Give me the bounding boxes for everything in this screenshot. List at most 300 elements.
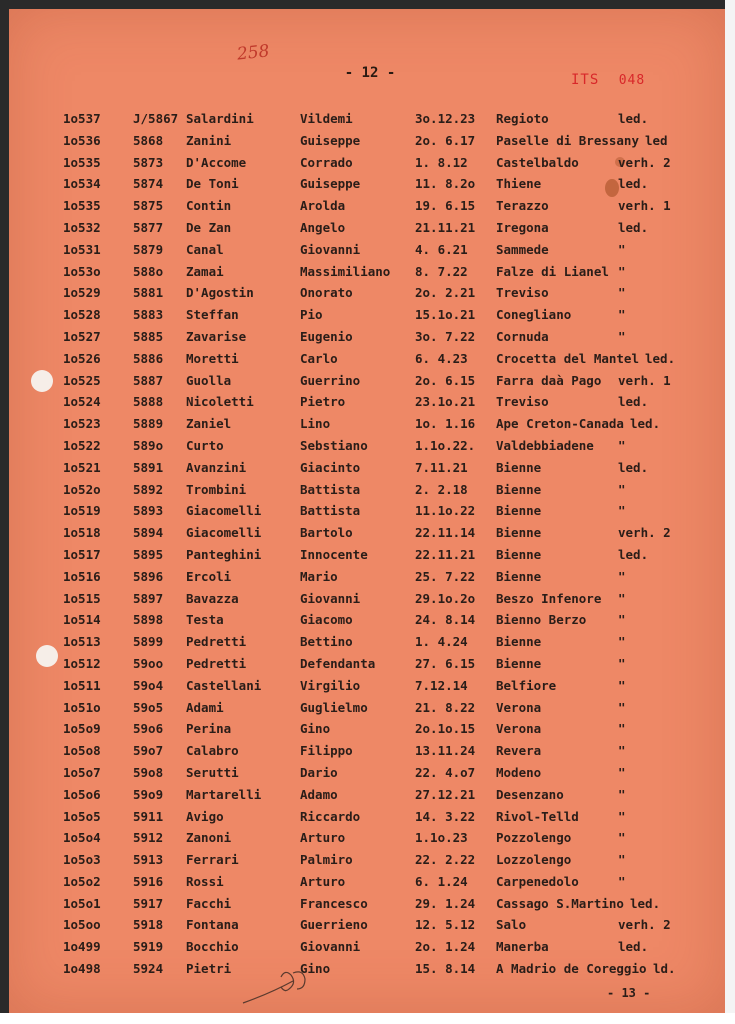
record-number: 1o5o3 (63, 852, 101, 868)
table-row (9, 152, 725, 174)
prisoner-id: 5912 (133, 830, 164, 846)
surname: Zanini (186, 132, 232, 148)
prisoner-id: 5891 (133, 459, 164, 475)
birth-date: 22.11.14 (415, 525, 476, 541)
first-name: Virgilio (300, 677, 361, 693)
birth-place: Lozzolengo (496, 852, 572, 868)
surname: Contin (186, 198, 232, 214)
first-name: Pio (300, 307, 323, 323)
marital-status: " (618, 852, 626, 868)
surname: Curto (186, 437, 224, 453)
birth-place: Valdebbiadene (496, 437, 594, 453)
prisoner-id: 5889 (133, 416, 164, 432)
prisoner-id: J/5867 (133, 111, 179, 126)
prisoner-id: 5897 (133, 590, 164, 606)
marital-status: " (618, 437, 626, 453)
prisoner-id: 5918 (133, 917, 164, 933)
first-name: Defendanta (300, 655, 376, 671)
table-row (9, 457, 725, 479)
surname: Giacomelli (186, 503, 262, 519)
document-page (9, 9, 725, 1013)
birth-date: 7.11.21 (415, 459, 468, 475)
birth-place: Manerba (496, 939, 549, 955)
surname: Trombini (186, 481, 247, 497)
marital-status: verh. 2 (618, 154, 671, 170)
first-name: Arturo (300, 873, 346, 889)
birth-date: 15. 8.14 (415, 961, 476, 977)
birth-place: Bienne (496, 634, 542, 650)
birth-place: Terazzo (496, 198, 549, 214)
birth-place: Paselle di Bressany (496, 132, 639, 148)
prisoner-id: 588o (133, 263, 164, 279)
surname: Zamai (186, 263, 224, 279)
surname: Bavazza (186, 590, 239, 606)
record-number: 1o5o9 (63, 721, 101, 737)
birth-place: Regioto (496, 111, 549, 126)
birth-place: Belfiore (496, 677, 557, 693)
table-row (9, 479, 725, 501)
prisoner-id: 5885 (133, 328, 164, 344)
birth-date: 13.11.24 (415, 743, 476, 759)
first-name: Dario (300, 764, 338, 780)
first-name: Arolda (300, 198, 346, 214)
surname: Zanoni (186, 830, 232, 846)
prisoner-id: 5916 (133, 873, 164, 889)
birth-place: Bienne (496, 655, 542, 671)
first-name: Battista (300, 503, 361, 519)
prisoner-id: 5895 (133, 546, 164, 562)
birth-place: Bienne (496, 546, 542, 562)
record-number: 1o535 (63, 198, 101, 214)
surname: Ercoli (186, 568, 232, 584)
birth-place: Bienne (496, 525, 542, 541)
record-number: 1o513 (63, 634, 101, 650)
marital-status: " (618, 677, 626, 693)
prisoner-id: 589o (133, 437, 164, 453)
marital-status: led. (618, 219, 649, 235)
table-row (9, 784, 725, 806)
prisoner-id: 5894 (133, 525, 164, 541)
prisoner-id: 59o9 (133, 786, 164, 802)
first-name: Carlo (300, 350, 338, 366)
record-number: 1o5o4 (63, 830, 101, 846)
surname: Nicoletti (186, 394, 254, 410)
marital-status: " (618, 743, 626, 759)
birth-place: Rivol-Telld (496, 808, 579, 824)
birth-date: 3o. 7.22 (415, 328, 476, 344)
marital-status: led. (618, 939, 649, 955)
record-number: 1o528 (63, 307, 101, 323)
prisoner-id: 5887 (133, 372, 164, 388)
surname: Serutti (186, 764, 239, 780)
marital-status: led. (618, 111, 649, 126)
table-row (9, 370, 725, 392)
prisoner-id: 5873 (133, 154, 164, 170)
marital-status: " (618, 634, 626, 650)
birth-place: Crocetta del Mantel (496, 350, 639, 366)
prisoner-id: 5879 (133, 241, 164, 257)
first-name: Angelo (300, 219, 346, 235)
prisoner-id: 5874 (133, 176, 164, 192)
birth-place: Revera (496, 743, 542, 759)
birth-place: Bienne (496, 459, 542, 475)
record-number: 1o5o5 (63, 808, 101, 824)
marital-status: " (618, 481, 626, 497)
record-number: 1o524 (63, 394, 101, 410)
prisoner-id: 59oo (133, 655, 164, 671)
table-row (9, 522, 725, 544)
surname: Facchi (186, 895, 232, 911)
first-name: Guerrieno (300, 917, 368, 933)
first-name: Bartolo (300, 525, 353, 541)
prisoner-id: 5886 (133, 350, 164, 366)
first-name: Mario (300, 568, 338, 584)
record-number: 1o529 (63, 285, 101, 301)
marital-status: led. (645, 350, 676, 366)
prisoner-id: 5919 (133, 939, 164, 955)
first-name: Giovanni (300, 939, 361, 955)
marital-status: verh. 2 (618, 917, 671, 933)
prisoner-id: 5898 (133, 612, 164, 628)
stamp-text: ITS (571, 72, 600, 88)
birth-date: 4. 6.21 (415, 241, 468, 257)
birth-place: Cornuda (496, 328, 549, 344)
marital-status: led. (618, 546, 649, 562)
table-row (9, 326, 725, 348)
birth-date: 1. 4.24 (415, 634, 468, 650)
first-name: Palmiro (300, 852, 353, 868)
first-name: Lino (300, 416, 331, 432)
record-number: 1o512 (63, 655, 101, 671)
surname: Giacomelli (186, 525, 262, 541)
marital-status: " (618, 655, 626, 671)
table-row (9, 391, 725, 413)
birth-place: Cassago S.Martino (496, 895, 624, 911)
birth-place: Verona (496, 699, 542, 715)
marital-status: led. (618, 176, 649, 192)
prisoner-id: 5888 (133, 394, 164, 410)
birth-date: 6. 1.24 (415, 873, 468, 889)
marital-status: " (618, 699, 626, 715)
record-number: 1o536 (63, 132, 101, 148)
surname: Guolla (186, 372, 232, 388)
birth-date: 22. 4.o7 (415, 764, 476, 780)
surname: Castellani (186, 677, 262, 693)
prisoner-id: 5911 (133, 808, 164, 824)
first-name: Guglielmo (300, 699, 368, 715)
marital-status: " (618, 263, 626, 279)
birth-date: 2o. 1.24 (415, 939, 476, 955)
marital-status: " (618, 568, 626, 584)
first-name: Filippo (300, 743, 353, 759)
marital-status: " (618, 307, 626, 323)
birth-date: 14. 3.22 (415, 808, 476, 824)
marital-status: led. (630, 416, 661, 432)
surname: De Toni (186, 176, 239, 192)
first-name: Francesco (300, 895, 368, 911)
surname: Panteghini (186, 546, 262, 562)
birth-date: 7.12.14 (415, 677, 468, 693)
birth-place: Desenzano (496, 786, 564, 802)
birth-date: 22.11.21 (415, 546, 476, 562)
table-row (9, 217, 725, 239)
table-row (9, 718, 725, 740)
first-name: Sebstiano (300, 437, 368, 453)
first-name: Battista (300, 481, 361, 497)
surname: De Zan (186, 219, 232, 235)
prisoner-id: 5877 (133, 219, 164, 235)
marital-status: " (618, 808, 626, 824)
first-name: Massimiliano (300, 263, 391, 279)
surname: Calabro (186, 743, 239, 759)
table-row (9, 282, 725, 304)
surname: Bocchio (186, 939, 239, 955)
surname: D'Agostin (186, 285, 254, 301)
record-number: 1o51o (63, 699, 101, 715)
first-name: Adamo (300, 786, 338, 802)
birth-place: Farra daà Pago (496, 372, 602, 388)
first-name: Eugenio (300, 328, 353, 344)
prisoner-id: 5913 (133, 852, 164, 868)
birth-date: 12. 5.12 (415, 917, 476, 933)
marital-status: verh. 2 (618, 525, 671, 541)
birth-place: Conegliano (496, 307, 572, 323)
record-number: 1o521 (63, 459, 101, 475)
prisoner-id: 59o5 (133, 699, 164, 715)
surname: Adami (186, 699, 224, 715)
birth-place: Treviso (496, 285, 549, 301)
record-number: 1o5o1 (63, 895, 101, 911)
birth-date: 29.1o.2o (415, 590, 476, 606)
table-row (9, 173, 725, 195)
birth-place: Bienne (496, 481, 542, 497)
prisoner-id: 5893 (133, 503, 164, 519)
birth-date: 1.1o.22. (415, 437, 476, 453)
first-name: Innocente (300, 546, 368, 562)
record-number: 1o515 (63, 590, 101, 606)
handwritten-page-number: 258 (236, 41, 271, 65)
prisoner-id: 5875 (133, 198, 164, 214)
table-row (9, 239, 725, 261)
first-name: Vildemi (300, 111, 353, 126)
birth-date: 23.1o.21 (415, 394, 476, 410)
marital-status: " (618, 764, 626, 780)
record-number: 1o516 (63, 568, 101, 584)
birth-date: 2o.1o.15 (415, 721, 476, 737)
table-row (9, 958, 725, 980)
prisoner-id: 5883 (133, 307, 164, 323)
record-number: 1o498 (63, 961, 101, 977)
scan-margin-bottom (0, 1013, 735, 1024)
birth-place: Falze di Lianel (496, 263, 609, 279)
first-name: Giacomo (300, 612, 353, 628)
birth-place: Salo (496, 917, 527, 933)
birth-date: 21. 8.22 (415, 699, 476, 715)
record-number: 1o532 (63, 219, 101, 235)
birth-date: 11.1o.22 (415, 503, 476, 519)
record-number: 1o5oo (63, 917, 101, 933)
marital-status: " (618, 873, 626, 889)
first-name: Onorato (300, 285, 353, 301)
birth-place: Bienno Berzo (496, 612, 587, 628)
prisoner-id: 5917 (133, 895, 164, 911)
table-row (9, 762, 725, 784)
surname: Pedretti (186, 655, 247, 671)
first-name: Gino (300, 961, 331, 977)
birth-date: 21.11.21 (415, 219, 476, 235)
prisoner-id: 5899 (133, 634, 164, 650)
next-page-number: - 13 - (607, 986, 651, 1000)
table-row (9, 413, 725, 435)
first-name: Corrado (300, 154, 353, 170)
record-number: 1o517 (63, 546, 101, 562)
record-number: 1o534 (63, 176, 101, 192)
record-number: 1o537 (63, 111, 101, 126)
surname: D'Accome (186, 154, 247, 170)
birth-date: 3o.12.23 (415, 111, 476, 126)
birth-place: Castelbaldo (496, 154, 579, 170)
marital-status: " (618, 612, 626, 628)
marital-status: led. (618, 394, 649, 410)
birth-place: Modeno (496, 764, 542, 780)
prisoner-id: 59o4 (133, 677, 164, 693)
marital-status: led. (630, 895, 661, 911)
first-name: Bettino (300, 634, 353, 650)
table-row (9, 609, 725, 631)
birth-place: Treviso (496, 394, 549, 410)
record-list (9, 108, 725, 980)
birth-date: 22. 2.22 (415, 852, 476, 868)
table-row (9, 261, 725, 283)
birth-place: Ape Creton-Canada (496, 416, 624, 432)
pencil-scribble (241, 967, 311, 1007)
first-name: Giacinto (300, 459, 361, 475)
record-number: 1o518 (63, 525, 101, 541)
table-row (9, 588, 725, 610)
record-number: 1o523 (63, 416, 101, 432)
surname: Pedretti (186, 634, 247, 650)
table-row (9, 544, 725, 566)
table-row (9, 740, 725, 762)
prisoner-id: 5892 (133, 481, 164, 497)
birth-date: 2o. 6.15 (415, 372, 476, 388)
record-number: 1o5o8 (63, 743, 101, 759)
surname: Pietri (186, 961, 232, 977)
marital-status: verh. 1 (618, 198, 671, 214)
birth-place: Pozzolengo (496, 830, 572, 846)
table-row (9, 697, 725, 719)
birth-date: 25. 7.22 (415, 568, 476, 584)
record-number: 1o527 (63, 328, 101, 344)
record-number: 1o53o (63, 263, 101, 279)
first-name: Gino (300, 721, 331, 737)
table-row (9, 631, 725, 653)
surname: Ferrari (186, 852, 239, 868)
prisoner-id: 59o6 (133, 721, 164, 737)
record-number: 1o5o7 (63, 764, 101, 780)
birth-place: Sammede (496, 241, 549, 257)
record-number: 1o514 (63, 612, 101, 628)
surname: Avanzini (186, 459, 247, 475)
birth-date: 24. 8.14 (415, 612, 476, 628)
first-name: Riccardo (300, 808, 361, 824)
record-number: 1o5o6 (63, 786, 101, 802)
record-number: 1o525 (63, 372, 101, 388)
first-name: Giovanni (300, 590, 361, 606)
table-row (9, 806, 725, 828)
table-row (9, 566, 725, 588)
record-number: 1o511 (63, 677, 101, 693)
birth-date: 1. 8.12 (415, 154, 468, 170)
birth-date: 2. 2.18 (415, 481, 468, 497)
marital-status: " (618, 328, 626, 344)
table-row (9, 893, 725, 915)
birth-date: 1.1o.23 (415, 830, 468, 846)
record-number: 1o499 (63, 939, 101, 955)
archive-stamp (571, 72, 645, 88)
marital-status: " (618, 241, 626, 257)
surname: Fontana (186, 917, 239, 933)
first-name: Guiseppe (300, 132, 361, 148)
first-name: Guerrino (300, 372, 361, 388)
marital-status: " (618, 721, 626, 737)
table-row (9, 653, 725, 675)
record-number: 1o526 (63, 350, 101, 366)
surname: Salardini (186, 111, 254, 126)
page-number: - 12 - (344, 65, 396, 81)
prisoner-id: 59o7 (133, 743, 164, 759)
marital-status: " (618, 590, 626, 606)
first-name: Giovanni (300, 241, 361, 257)
table-row (9, 130, 725, 152)
birth-date: 15.1o.21 (415, 307, 476, 323)
marital-status: led (645, 132, 668, 148)
table-row (9, 936, 725, 958)
marital-status: led. (618, 459, 649, 475)
record-number: 1o531 (63, 241, 101, 257)
table-row (9, 675, 725, 697)
table-row (9, 348, 725, 370)
birth-place: Thiene (496, 176, 542, 192)
marital-status: " (618, 285, 626, 301)
surname: Perina (186, 721, 232, 737)
table-row (9, 849, 725, 871)
birth-date: 2o. 6.17 (415, 132, 476, 148)
first-name: Arturo (300, 830, 346, 846)
birth-date: 1o. 1.16 (415, 416, 476, 432)
stamp-code: 048 (618, 73, 646, 88)
record-number: 1o52o (63, 481, 101, 497)
surname: Steffan (186, 307, 239, 323)
marital-status: " (618, 830, 626, 846)
surname: Zaniel (186, 416, 232, 432)
table-row (9, 500, 725, 522)
birth-date: 19. 6.15 (415, 198, 476, 214)
birth-place: Beszo Infenore (496, 590, 602, 606)
surname: Testa (186, 612, 224, 628)
birth-date: 27. 6.15 (415, 655, 476, 671)
surname: Moretti (186, 350, 239, 366)
birth-date: 27.12.21 (415, 786, 476, 802)
table-row (9, 871, 725, 893)
prisoner-id: 5924 (133, 961, 164, 977)
birth-date: 11. 8.2o (415, 176, 476, 192)
table-row (9, 304, 725, 326)
surname: Martarelli (186, 786, 262, 802)
birth-date: 8. 7.22 (415, 263, 468, 279)
marital-status: ld. (653, 961, 676, 977)
first-name: Guiseppe (300, 176, 361, 192)
